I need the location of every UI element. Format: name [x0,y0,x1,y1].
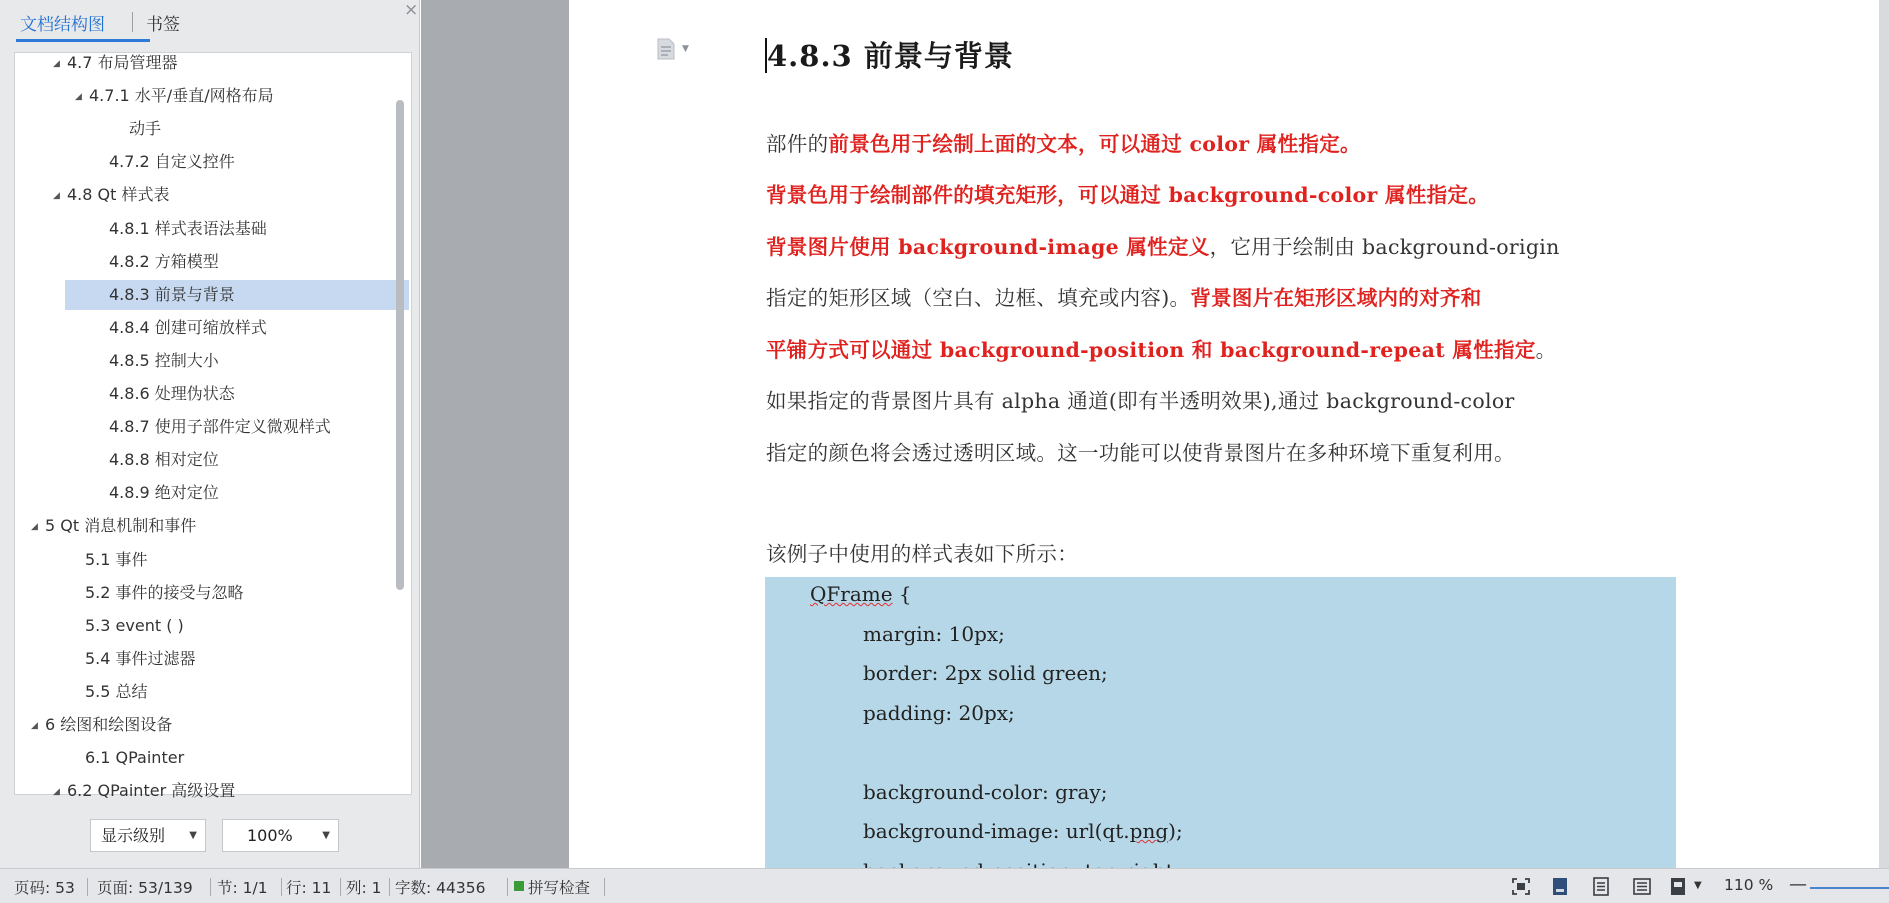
web-view-icon[interactable] [1668,877,1688,896]
code-line: margin: 10px; [863,621,1005,646]
status-section: 节: 1/1 [217,879,268,897]
outline-item-label: 6.1 QPainter [85,748,185,768]
outline-item-label: 6 绘图和绘图设备 [45,715,173,734]
outline-item-label: 6.2 QPainter 高级设置 [67,781,236,801]
spell-check-status-icon [514,881,524,891]
status-divider [210,878,211,896]
outline-item-label: 5.1 事件 [85,549,148,569]
plain-text: 指定的颜色将会透过透明区域。这一功能可以使背景图片在多种环境下重复利用。 [766,441,1515,465]
outline-item[interactable] [15,478,405,508]
paragraph-marker-icon[interactable] [656,38,676,60]
plain-text: 如果指定的背景图片具有 alpha 通道(即有半透明效果),通过 background-color [766,389,1515,413]
outline-item-label: 4.8.3 前景与背景 [109,284,235,304]
highlighted-text: 背景色用于绘制部件的填充矩形，可以通过 background-color 属性指定。 [766,183,1490,207]
outline-item-label: 5.4 事件过滤器 [85,648,196,668]
status-page-count[interactable]: 页面: 53/139 [97,879,193,897]
status-divider [604,878,605,896]
expand-arrow-icon[interactable]: ◢ [53,786,60,797]
outline-item-label: 5 Qt 消息机制和事件 [45,516,197,536]
outline-item-label: 4.8.8 相对定位 [109,450,219,470]
outline-item[interactable] [15,313,405,343]
status-divider [87,878,88,896]
status-page-code: 页码: 53 [14,879,75,897]
display-level-select[interactable] [90,819,206,852]
outline-item[interactable] [15,445,405,475]
chevron-down-icon: ▼ [189,830,197,841]
highlighted-text: 平铺方式可以通过 background-position 和 background-repeat 属性指定 [766,338,1536,362]
outline-item[interactable] [15,511,405,541]
outline-item[interactable] [15,611,405,641]
outline-item-label: 4.8 Qt 样式表 [67,185,170,205]
outline-item[interactable] [15,147,405,177]
expand-arrow-icon[interactable]: ◢ [31,720,38,731]
code-block [765,577,1676,877]
outline-item[interactable] [15,379,405,409]
workspace-gutter [421,0,569,868]
expand-arrow-icon[interactable]: ◢ [53,190,60,201]
body-text-line [766,127,1361,157]
outline-item[interactable] [15,677,405,707]
outline-item-selected[interactable] [65,280,409,310]
code-line: border: 2px solid green; [863,661,1108,685]
outline-item[interactable] [15,776,405,806]
outline-item-label: 5.2 事件的接受与忽略 [85,582,244,602]
outline-item[interactable] [15,114,405,144]
outline-item-label: 4.8.5 控制大小 [109,350,219,370]
expand-arrow-icon[interactable]: ◢ [31,521,38,532]
section-heading: 4.8.3 前景与背景 [767,39,1014,73]
status-divider [507,878,508,896]
zoom-out-button[interactable]: — [1789,874,1807,895]
expand-arrow-icon[interactable]: ◢ [75,91,82,102]
outline-item[interactable] [15,644,405,674]
document-outline-tree[interactable] [14,52,412,801]
outline-item[interactable] [15,545,405,575]
chevron-down-icon[interactable]: ▼ [682,44,689,54]
spelling-flag: QFrame [810,582,893,606]
document-page[interactable] [569,0,1879,868]
fullscreen-icon[interactable] [1511,877,1531,896]
status-divider [281,878,282,896]
display-level-value: 显示级别 [101,826,166,845]
body-text-line [766,281,1482,311]
plain-text: ，它用于绘制由 background-origin [1209,235,1560,259]
outline-item-label: 5.5 总结 [85,681,148,701]
outline-zoom-value: 100% [247,826,293,845]
plain-text: 。 [1535,338,1557,362]
status-divider [340,878,341,896]
nav-tabs [0,0,420,42]
plain-text: 该例子中使用的样式表如下所示： [766,542,1078,566]
outline-item[interactable] [15,48,405,78]
outline-item[interactable] [15,247,405,277]
outline-item-label: 4.7.2 自定义控件 [109,152,235,172]
navigation-pane [0,0,420,868]
active-tab-indicator [16,39,150,42]
code-line: padding: 20px; [863,700,1015,725]
expand-arrow-icon[interactable]: ◢ [53,58,60,69]
outline-item[interactable] [15,412,405,442]
plain-text: 指定的矩形区域（空白、边框、填充或内容)。 [766,286,1191,310]
page-right-margin [1879,0,1889,868]
status-word-count[interactable]: 字数: 44356 [395,879,486,897]
chevron-down-icon: ▼ [322,830,330,841]
zoom-slider[interactable] [1810,887,1889,889]
outline-item-label: 4.8.9 绝对定位 [109,483,219,503]
body-text-line [766,230,1560,260]
spelling-flag: png [1129,819,1169,843]
outline-item[interactable] [15,578,405,608]
zoom-level[interactable]: 110 % [1724,876,1774,894]
outline-zoom-select[interactable] [222,819,339,852]
code-line: background-color: gray; [863,779,1108,804]
body-text-line [766,537,1078,567]
outline-item-label: 4.8.7 使用子部件定义微观样式 [109,417,331,437]
body-text-line [766,178,1489,208]
outline-item[interactable] [15,743,405,773]
chevron-down-icon[interactable]: ▼ [1694,880,1702,891]
status-divider [389,878,390,896]
status-column: 列: 1 [346,879,382,897]
outline-item-label: 4.8.4 创建可缩放样式 [109,317,267,337]
page-view-icon[interactable] [1550,877,1570,896]
highlighted-text: 背景图片在矩形区域内的对齐和 [1190,286,1482,310]
body-text-line [766,384,1515,414]
body-text-line [766,333,1556,363]
outline-item[interactable] [15,710,405,740]
reading-view-icon[interactable] [1632,877,1652,896]
outline-item[interactable] [15,214,405,244]
plain-text: 部件的 [766,132,829,156]
outline-item-label: 4.8.1 样式表语法基础 [109,218,267,238]
close-icon[interactable]: × [404,0,419,20]
outline-view-icon[interactable] [1591,877,1611,896]
outline-item-label: 4.7.1 水平/垂直/网格布局 [89,86,274,106]
outline-item-label: 4.8.6 处理伪状态 [109,384,235,403]
outline-item[interactable] [15,180,405,210]
outline-item-label: 4.7 布局管理器 [67,53,178,72]
tab-bookmarks[interactable]: 书签 [146,15,180,35]
code-line: background-image: url(qt.png); [863,819,1183,843]
body-text-line [766,436,1515,466]
outline-item-label: 动手 [129,119,162,139]
tab-document-structure[interactable]: 文档结构图 [20,15,105,35]
outline-item[interactable] [15,346,405,376]
status-bar [0,868,1889,903]
spell-check-toggle[interactable]: 拼写检查 [528,879,591,897]
tab-divider [132,12,133,32]
code-line: QFrame { [810,582,912,606]
status-row: 行: 11 [286,879,332,897]
outline-item-label: 5.3 event ( ) [85,615,184,635]
highlighted-text: 背景图片使用 background-image 属性定义 [766,235,1210,259]
outline-item[interactable] [15,81,405,111]
tree-scrollbar-thumb[interactable] [396,100,404,590]
highlighted-text: 前景色用于绘制上面的文本，可以通过 color 属性指定。 [828,132,1361,156]
outline-item-label: 4.8.2 方箱模型 [109,251,219,271]
